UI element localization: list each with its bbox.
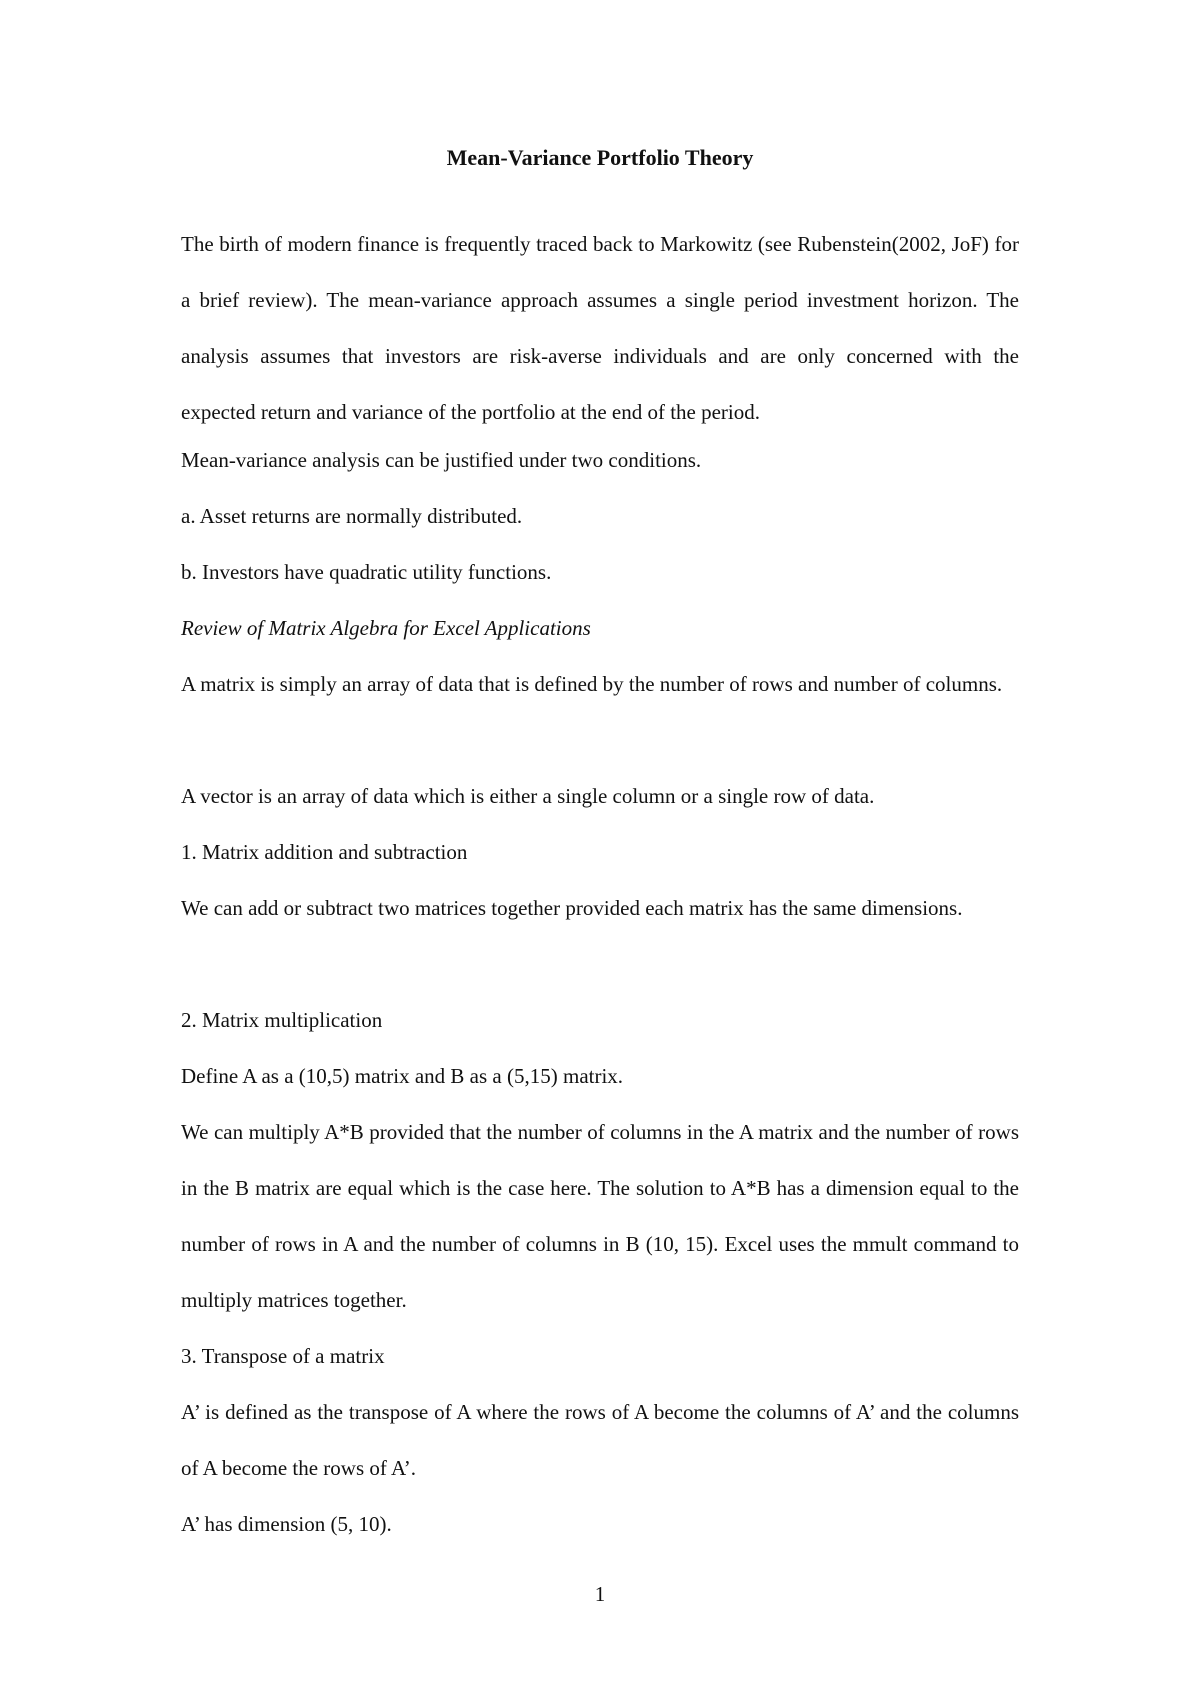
- paragraph-transpose-dimension: A’ has dimension (5, 10).: [181, 1512, 392, 1536]
- subheading-addition: 1. Matrix addition and subtraction: [181, 840, 468, 864]
- subheading-transpose: 3. Transpose of a matrix: [181, 1344, 385, 1368]
- section-heading-matrix-algebra: Review of Matrix Algebra for Excel Applications: [181, 616, 591, 640]
- list-item-b: b. Investors have quadratic utility functions.: [181, 560, 552, 584]
- paragraph-conditions: Mean-variance analysis can be justified under two conditions.: [181, 448, 702, 472]
- subheading-multiplication: 2. Matrix multiplication: [181, 1008, 383, 1032]
- paragraph-intro: The birth of modern finance is frequently traced back to Markowitz (see Rubenstein(2002, JoF) for a brief review). The mean-variance approach assumes a single period investment horizon. The analysis assumes that investors are risk-averse individuals and are only concerned with the expected return and variance of the portfolio at the end of the period.: [181, 232, 1019, 424]
- page-number: 1: [594, 1582, 606, 1606]
- document-title: Mean-Variance Portfolio Theory: [446, 145, 754, 170]
- paragraph-transpose: A’ is defined as the transpose of A where the rows of A become the columns of A’ and the columns of A become the rows of A’.: [181, 1400, 1019, 1480]
- paragraph-addition: We can add or subtract two matrices together provided each matrix has the same dimensions.: [181, 896, 963, 920]
- list-item-a: a. Asset returns are normally distributed.: [181, 504, 523, 528]
- paragraph-vector-definition: A vector is an array of data which is either a single column or a single row of data.: [181, 784, 875, 808]
- paragraph-multiplication: We can multiply A*B provided that the number of columns in the A matrix and the number of rows in the B matrix are equal which is the case here. The solution to A*B has a dimension equal to the number of rows in A and the number of columns in B (10, 15). Excel uses the mmult command to multiply matrices together.: [181, 1120, 1019, 1312]
- paragraph-define-matrices: Define A as a (10,5) matrix and B as a (5,15) matrix.: [181, 1064, 624, 1088]
- paragraph-matrix-definition: A matrix is simply an array of data that is defined by the number of rows and number of columns.: [181, 672, 1003, 696]
